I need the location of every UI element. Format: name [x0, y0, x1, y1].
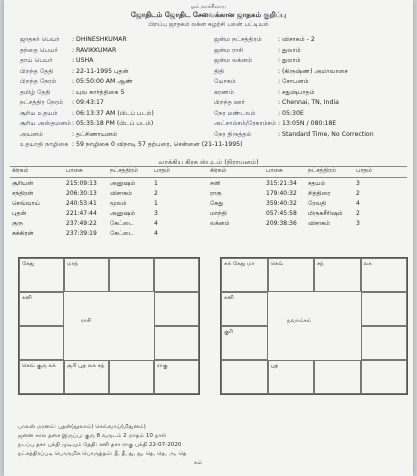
- planet-cell: அனுஷம்: [110, 210, 136, 217]
- planet-cell: 2: [154, 190, 158, 197]
- header-title: ஜோதிடம் ஜோதிட சேவைக்கான ஜாதகம் குறிப்பு: [130, 11, 287, 19]
- left-detail-value: : 22-11-1995 புதன்: [72, 67, 129, 75]
- planet-cell: 2: [356, 210, 360, 217]
- planet-cell: மாந்தி: [210, 210, 227, 217]
- right-detail-value: : சோபனம்: [278, 78, 309, 85]
- planet-cell: 3: [154, 210, 158, 217]
- planet-cell: குரு: [12, 220, 23, 227]
- table-header-cell: கிரகம்: [210, 168, 227, 174]
- navamsa_chart-house: [361, 292, 408, 326]
- planet-cell: 4: [356, 200, 360, 207]
- left-detail-value: : தட்சிணாயனம்: [72, 130, 118, 138]
- left-detail-value: : RAVIKKUMAR: [72, 46, 117, 54]
- planet-cell: 057:45:58: [266, 210, 297, 217]
- navamsa_chart-house: [361, 360, 408, 394]
- rasi_chart-house: [109, 258, 154, 292]
- planet-cell: 315:21:34: [266, 180, 297, 187]
- rasi_chart-house-planets: மாந்: [67, 261, 79, 267]
- header-invocation: ஓம் நமச்சிவாய: [190, 4, 227, 10]
- rasi_chart-house: [64, 360, 109, 394]
- left-detail-value: : DHINESHKUMAR: [72, 36, 127, 43]
- rasi_chart-house: [154, 258, 199, 292]
- planet-cell: மூலம்: [110, 200, 127, 207]
- rasi_chart-house: [19, 292, 64, 326]
- left-detail-value: : யுவ கார்த்திகை 5: [72, 88, 125, 96]
- rasi_chart-house: [64, 258, 109, 292]
- footer-line-2: ஜனன கால தசை இருப்பு: குரு 8 வருடம் 2 மாதம் 10 நாள்: [18, 433, 167, 439]
- right-detail-value: : துலாம்: [278, 46, 301, 54]
- navamsa-center-label: நவாம்சம்: [287, 318, 311, 324]
- right-detail-value: : விசாகம் - 2: [278, 36, 315, 43]
- table-head-line: [10, 177, 407, 178]
- right-detail-label: ஜன்ம ராசி: [214, 46, 244, 54]
- planet-cell: 4: [154, 220, 158, 227]
- right-detail-value: : 13:05N / 080:18E: [278, 120, 337, 127]
- planet-cell: சுக்கிரன்: [12, 230, 34, 237]
- right-detail-value: : 05:30E: [278, 109, 304, 117]
- navamsa_chart-house-planets: லக: [363, 261, 372, 267]
- right-detail-label: ஜன்ம நட்சத்திரம்: [214, 36, 262, 43]
- left-detail-value: : 59 நாழிகை 0 விநாடி 57 தற்பரை, சென்னை (21-11-1995): [72, 141, 243, 148]
- planet-cell: 221:47:44: [66, 210, 97, 217]
- left-detail-label: பிறந்த தேதி: [20, 67, 54, 75]
- table-header-cell: பாகை: [266, 168, 283, 174]
- right-detail-label: நேர மண்டலம்: [214, 109, 256, 117]
- right-detail-label: கரணம்: [214, 88, 235, 96]
- navamsa_chart-house: [268, 258, 315, 292]
- left-detail-value: : 05:50:00 AM ஆண்: [72, 78, 134, 85]
- right-detail-value: : Standard Time, No Correction: [278, 130, 374, 138]
- right-detail-value: : துலாம்: [278, 57, 301, 64]
- rasi_chart-house-planets: சூரி புத லக சந்: [67, 363, 105, 369]
- planet-cell: விசாகம்: [308, 220, 330, 227]
- rasi_chart-house: [19, 326, 64, 360]
- planet-cell: ராகு: [210, 190, 222, 197]
- left-detail-label: சூரிய அஸ்தமனம்: [20, 120, 72, 127]
- left-detail-label: தந்தை பெயர்: [20, 46, 58, 54]
- navamsa-chart: [220, 257, 408, 395]
- planet-cell: செவ்வாய்: [12, 200, 40, 207]
- planet-cell: புதன்: [12, 210, 27, 217]
- planet-cell: 4: [154, 230, 158, 237]
- navamsa_chart-house: [268, 360, 315, 394]
- rasi_chart-house: [109, 360, 154, 394]
- right-detail-label: அட்சாம்சம்/ரேகாம்சம்: [214, 120, 277, 127]
- planet-cell: சூரியன்: [12, 180, 34, 187]
- right-detail-value: : சதுஷ்பாதம்: [278, 88, 315, 96]
- right-detail-label: திதி: [214, 67, 225, 75]
- table-header-cell: கிரகம்: [12, 168, 29, 174]
- navamsa_chart-house: [221, 292, 268, 326]
- navamsa_chart-house-planets: செவ்: [270, 261, 284, 267]
- rasi_chart-house: [19, 360, 64, 394]
- table-header-cell: பாகை: [66, 168, 83, 174]
- right-detail-label: நேர திருத்தம்: [214, 130, 252, 138]
- navamsa_chart-house-planets: சுக் கேது மா: [224, 261, 255, 267]
- left-detail-label: தாய் பெயர்: [20, 57, 53, 64]
- left-detail-value: : 06:13:37 AM (பிடப் படம்): [72, 109, 154, 117]
- planet-cell: சித்திரை: [308, 190, 331, 197]
- planet-cell: விசாகம்: [110, 190, 132, 197]
- navamsa_chart-house: [221, 360, 268, 394]
- planet-cell: 1: [154, 200, 158, 207]
- header-subtitle: பிறப்பு ஜாதகம் லக்ன சுழற்சி பலன் பட்டியல்: [148, 21, 269, 28]
- planet-table-title: வாக்கிய கிரக ஸ்புடம் (நிராயனம்): [158, 158, 259, 166]
- table-top-line: [10, 166, 407, 167]
- navamsa_chart-house: [361, 258, 408, 292]
- planet-cell: 179:40:32: [266, 190, 297, 197]
- rasi_chart-house: [154, 292, 199, 326]
- left-detail-label: பிறந்த நேரம்: [20, 78, 57, 85]
- right-detail-value: : (கிருஷ்ண) அமாவாசை: [278, 67, 348, 75]
- navamsa_chart-house-planets: குரி: [224, 329, 233, 335]
- planet-cell: 209:38:36: [266, 220, 297, 227]
- table-header-cell: பாதம்: [154, 168, 170, 174]
- right-detail-label: ஜன்ம லக்னம்: [214, 57, 253, 64]
- footer-line-4: நட்சத்திரப்படி பொருமிக பொருத்தம்: தீ, தீ, து, து, தெ, தெ, அ, தெ: [18, 451, 187, 457]
- left-detail-label: சூரிய உதயம்: [20, 109, 58, 117]
- rasi-chart: [18, 257, 200, 395]
- planet-cell: 206:30:13: [66, 190, 97, 197]
- planet-cell: 1: [154, 180, 158, 187]
- horoscope-document: [4, 0, 413, 476]
- navamsa_chart-house-planets: சனி: [224, 295, 234, 301]
- navamsa_chart-house: [221, 326, 268, 360]
- navamsa_chart-house: [361, 326, 408, 360]
- planet-cell: மிருகசீரிஷம்: [308, 210, 343, 217]
- planet-cell: ரேவதி: [308, 200, 327, 207]
- right-detail-label: பிறந்த ஊர்: [214, 99, 245, 106]
- navamsa_chart-house: [314, 360, 361, 394]
- rasi_chart-house-planets: ராகு: [157, 363, 168, 369]
- table-header-cell: நட்சத்திரம்: [110, 168, 138, 174]
- left-detail-label: உதயாதி நாழிகை: [20, 141, 69, 148]
- right-detail-value: : Chennai, TN, India: [278, 99, 339, 106]
- planet-cell: சனி: [210, 180, 221, 187]
- planet-cell: கேட்டை: [110, 230, 134, 237]
- left-detail-label: ஜாதகர் பெயர்: [20, 36, 60, 43]
- rasi_chart-house-planets: செவ் குரு சுக்: [22, 363, 56, 369]
- left-detail-value: : 05:35:18 PM (பிடப் படம்): [72, 120, 154, 127]
- planet-cell: 2: [356, 190, 360, 197]
- table-header-cell: பாதம்: [356, 168, 372, 174]
- planet-cell: 240:53:41: [66, 200, 97, 207]
- rasi_chart-house-planets: கேது: [22, 261, 35, 267]
- navamsa_chart-house: [314, 258, 361, 292]
- planet-cell: லக்னம்: [210, 220, 230, 227]
- navamsa_chart-house-planets: சந்: [317, 261, 324, 267]
- planet-cell: அனுஷம்: [110, 180, 136, 187]
- left-detail-label: அயனம்: [20, 130, 44, 138]
- rasi_chart-house: [154, 326, 199, 360]
- planet-cell: 359:40:32: [266, 200, 297, 207]
- planet-cell: 237:49:22: [66, 220, 97, 227]
- table-header-cell: நட்சத்திரம்: [308, 168, 336, 174]
- navamsa_chart-house: [221, 258, 268, 292]
- rasi_chart-house: [154, 360, 199, 394]
- planet-cell: 3: [356, 180, 360, 187]
- footer-line-5: கம்: [194, 460, 203, 466]
- rasi-center-label: ராசி: [81, 318, 92, 324]
- navamsa_chart-house-planets: புத: [270, 363, 279, 369]
- right-detail-label: யோகம்: [214, 78, 236, 85]
- planet-cell: கேட்டை: [110, 220, 134, 227]
- rasi_chart-house: [19, 258, 64, 292]
- left-detail-label: தமிழ் தேதி: [20, 88, 51, 96]
- planet-cell: கேது: [210, 200, 224, 207]
- footer-line-1: பாலன் மரனம்: புதன்(தூலாம்) செவ்வாய்(மிதுனம்): [18, 424, 146, 430]
- planet-cell: சந்திரன்: [12, 190, 34, 197]
- planet-cell: சதயம்: [308, 180, 326, 187]
- left-detail-value: : USHA: [72, 57, 94, 64]
- left-detail-label: நட்சத்திர நேரம்: [20, 99, 64, 106]
- planet-cell: 215:09:13: [66, 180, 97, 187]
- left-detail-value: : 09:43:17: [72, 99, 104, 106]
- planet-cell: 237:39:19: [66, 230, 97, 237]
- planet-cell: 3: [356, 220, 360, 227]
- rasi_chart-house-planets: சனி: [22, 295, 32, 301]
- footer-line-3: நடப்பு தசா புக்தி முடியும் தேதி: சனி தசா ராகு புக்தி 22-07-2020: [18, 442, 182, 448]
